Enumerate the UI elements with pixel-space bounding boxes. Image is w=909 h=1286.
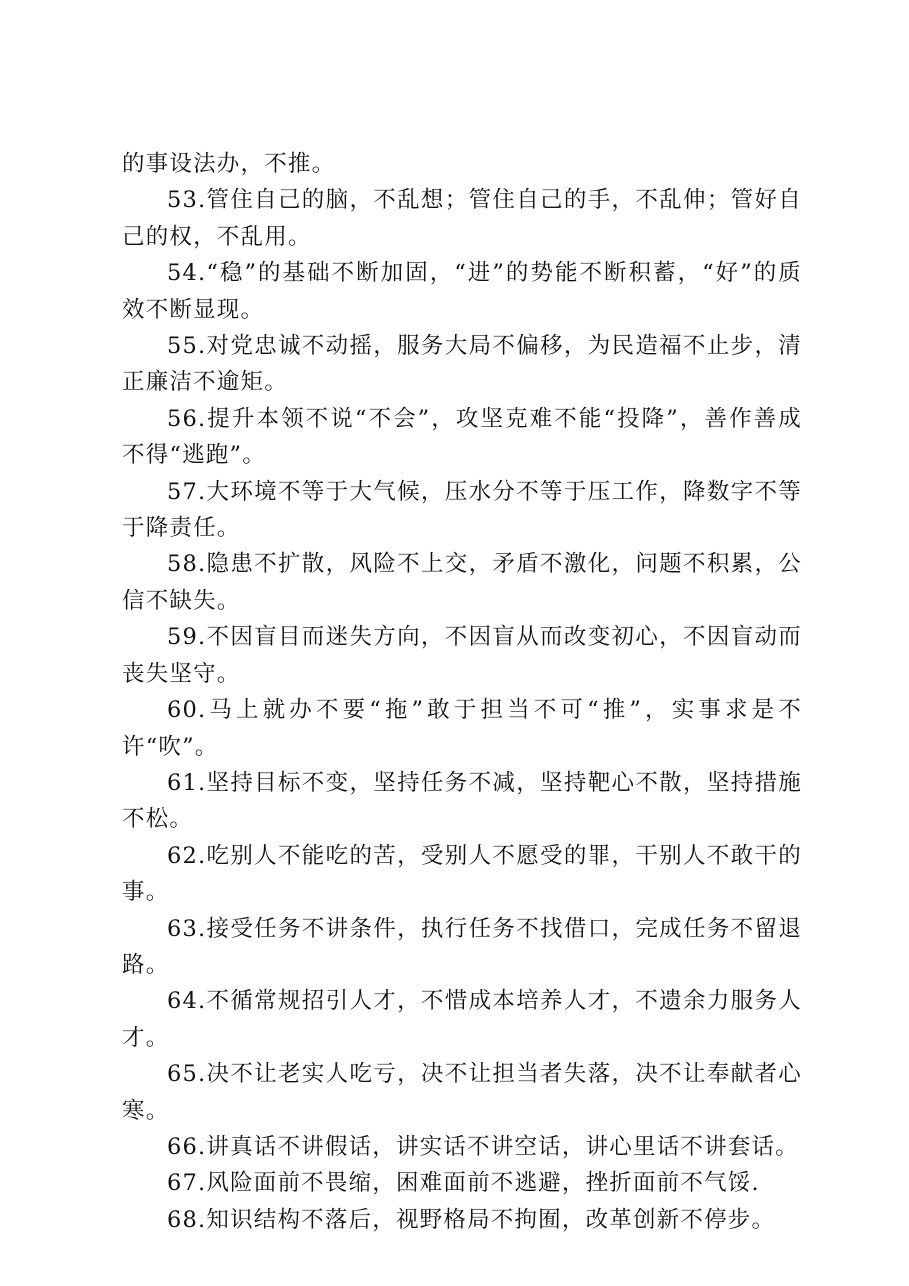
paragraph-57: 57.大环境不等于大气候，压水分不等于压工作，降数字不等于降责任。 xyxy=(122,478,802,542)
paragraph-62: 62.吃别人不能吃的苦，受别人不愿受的罪，干别人不敢干的事。 xyxy=(122,842,802,906)
paragraph-55: 55.对党忠诚不动摇，服务大局不偏移，为民造福不止步，清正廉洁不逾矩。 xyxy=(122,333,802,396)
paragraph-63: 63.接受任务不讲条件，执行任务不找借口，完成任务不留退路。 xyxy=(122,915,802,978)
paragraph-56: 56.提升本领不说“不会”，攻坚克难不能“投降”，善作善成不得“逃跑”。 xyxy=(122,405,802,469)
paragraph-53: 53.管住自己的脑，不乱想；管住自己的手，不乱伸；管好自己的权，不乱用。 xyxy=(122,187,802,250)
paragraph-continuation: 的事设法办，不推。 xyxy=(122,151,336,177)
paragraph-60: 60.马上就办不要“拖”敢于担当不可“推”，实事求是不许“吹”。 xyxy=(122,697,802,760)
document-body xyxy=(122,146,802,1238)
paragraph-64: 64.不循常规招引人才，不惜成本培养人才，不遗余力服务人才。 xyxy=(122,988,802,1051)
paragraph-66: 66.讲真话不讲假话，讲实话不讲空话，讲心里话不讲套话。 xyxy=(167,1133,799,1160)
paragraph-59: 59.不因盲目而迷失方向，不因盲从而改变初心，不因盲动而丧失坚守。 xyxy=(122,624,802,687)
paragraph-67: 67.风险面前不畏缩，困难面前不逃避，挫折面前不气馁. xyxy=(167,1170,760,1197)
paragraph-65: 65.决不让老实人吃亏，决不让担当者失落，决不让奉献者心寒。 xyxy=(122,1061,802,1124)
paragraph-68: 68.知识结构不落后，视野格局不拘囿，改革创新不停步。 xyxy=(167,1206,776,1233)
paragraph-58: 58.隐患不扩散，风险不上交，矛盾不激化，问题不积累，公信不缺失。 xyxy=(122,551,802,614)
paragraph-61: 61.坚持目标不变，坚持任务不减，坚持靶心不散，坚持措施不松。 xyxy=(122,769,802,833)
paragraph-54: 54.“稳”的基础不断加固，“进”的势能不断积蓄，“好”的质效不断显现。 xyxy=(122,260,802,323)
